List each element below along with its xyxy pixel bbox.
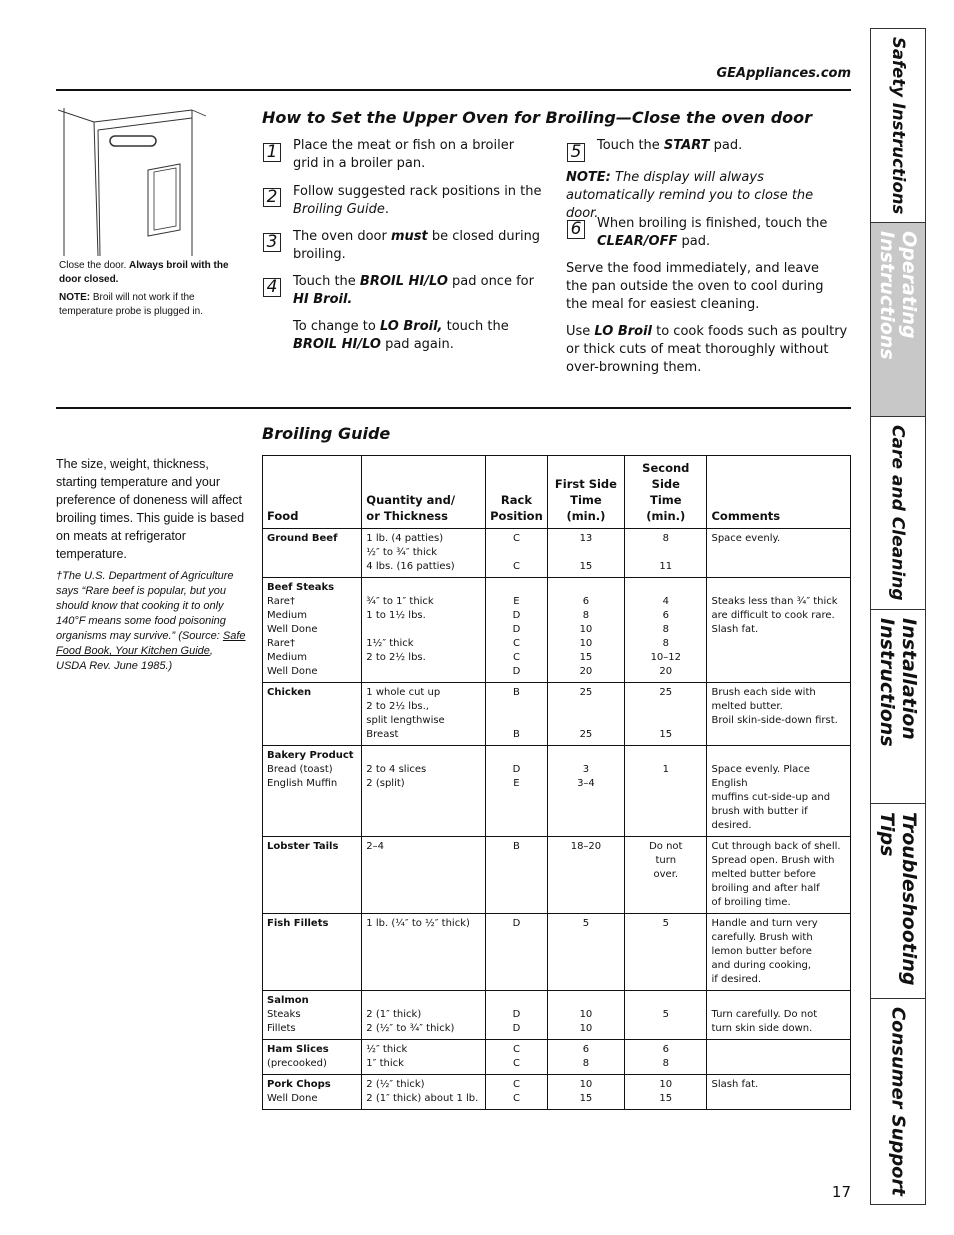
usda-text-a: †The U.S. Department of Agriculture says “Rare beef is popular, but you should know that cooking it to only 140°F means some food poisoning organisms may survive.” (Source: <box>56 570 234 642</box>
cell-second-side: 1 <box>625 746 707 837</box>
page-number: 17 <box>831 1183 851 1201</box>
step-2-text <box>293 183 543 219</box>
tab-safety-instructions[interactable] <box>871 29 925 223</box>
table-row <box>263 837 851 914</box>
cell-quantity: 2–4 <box>362 837 486 914</box>
header-rack: Rack Position <box>486 456 548 529</box>
cell-first-side: 5 <box>547 914 624 991</box>
step-4-em2: HI Broil. <box>293 292 353 307</box>
cell-rack: C C <box>486 529 548 578</box>
cell-second-side: 4 6 8 8 10–12 20 <box>625 578 707 683</box>
display-note-label: NOTE: <box>566 170 611 185</box>
cell-rack: D E <box>486 746 548 837</box>
step-6-text <box>597 215 847 251</box>
step-2-a: Follow suggested rack positions in the <box>293 184 542 199</box>
cell-second-side: 10 15 <box>625 1075 707 1110</box>
lo-broil-em: LO Broil, <box>379 319 443 334</box>
cell-comments: Slash fat. <box>707 1075 851 1110</box>
tab-label: Operating Instructions <box>876 231 920 360</box>
cell-food <box>263 837 362 914</box>
step-number-4: 4 <box>263 278 281 297</box>
cell-rack: E D D C C D <box>486 578 548 683</box>
cell-quantity: 2 (1″ thick) 2 (½″ to ¾″ thick) <box>362 991 486 1040</box>
step-2-b: . <box>384 202 389 217</box>
step-6-b: pad. <box>677 234 711 249</box>
section-title-broiling: How to Set the Upper Oven for Broiling—Close the oven door <box>262 108 813 127</box>
cell-quantity: 1 lb. (4 patties) ½″ to ¾″ thick 4 lbs. (16 patties) <box>362 529 486 578</box>
cell-rack: C C <box>486 1040 548 1075</box>
cell-rack: B B <box>486 683 548 746</box>
cell-food <box>263 914 362 991</box>
cell-food <box>263 991 362 1040</box>
step-3-text <box>293 228 543 264</box>
cell-first-side: 3 3–4 <box>547 746 624 837</box>
cell-comments: Space evenly. Place English muffins cut-side-up and brush with butter if desired. <box>707 746 851 837</box>
food-subtypes: Steaks Fillets <box>267 1009 301 1034</box>
food-heading: Ham Slices <box>267 1044 329 1055</box>
cell-food <box>263 1040 362 1075</box>
usda-text-b: , USDA Rev. June 1985.) <box>56 645 213 672</box>
tab-care-and-cleaning[interactable] <box>871 417 925 610</box>
step-5-a: Touch the <box>597 138 664 153</box>
food-heading: Chicken <box>267 687 312 698</box>
caption-intro: Close the door. <box>59 260 127 271</box>
caption-bold: Always broil with the door closed. <box>59 260 229 285</box>
header-food: Food <box>263 456 362 529</box>
food-subtypes: Well Done <box>267 1093 318 1104</box>
cell-quantity: 1 whole cut up 2 to 2½ lbs., split lengthwise Breast <box>362 683 486 746</box>
cell-food <box>263 529 362 578</box>
cell-first-side: 13 15 <box>547 529 624 578</box>
cell-first-side: 6 8 10 10 15 20 <box>547 578 624 683</box>
cell-comments <box>707 1040 851 1075</box>
step-5-b: pad. <box>709 138 743 153</box>
use-lo-a: Use <box>566 324 595 339</box>
step-3-b: be closed during broiling. <box>293 229 541 262</box>
cell-comments: Cut through back of shell. Spread open. Brush with melted butter before broiling and after half of broiling time. <box>707 837 851 914</box>
caption-note-label: NOTE: <box>59 292 91 303</box>
cell-comments: Turn carefully. Do not turn skin side down. <box>707 991 851 1040</box>
step-number-6: 6 <box>567 220 585 239</box>
table-row <box>263 991 851 1040</box>
lo-broil-c: pad again. <box>380 337 454 352</box>
table-row <box>263 914 851 991</box>
cell-food <box>263 746 362 837</box>
header-first-side: First Side Time (min.) <box>547 456 624 529</box>
step-5-text <box>597 137 847 155</box>
table-row <box>263 683 851 746</box>
cell-first-side: 6 8 <box>547 1040 624 1075</box>
step-number-5: 5 <box>567 143 585 162</box>
cell-food <box>263 578 362 683</box>
step-number-3: 3 <box>263 233 281 252</box>
tab-label: Care and Cleaning <box>888 425 908 601</box>
step-4-a: Touch the <box>293 274 360 289</box>
step-3-a: The oven door <box>293 229 391 244</box>
food-heading: Salmon <box>267 995 309 1006</box>
food-heading: Fish Fillets <box>267 918 329 929</box>
food-heading: Bakery Product <box>267 750 354 761</box>
tab-label: Consumer Support <box>887 1007 909 1196</box>
cell-first-side: 10 10 <box>547 991 624 1040</box>
step-3-em: must <box>390 229 428 244</box>
table-row <box>263 578 851 683</box>
header-second-side: Second Side Time (min.) <box>625 456 707 529</box>
header-quantity: Quantity and/ or Thickness <box>362 456 486 529</box>
table-row <box>263 529 851 578</box>
broiling-guide-table <box>262 455 851 1110</box>
food-heading: Lobster Tails <box>267 841 339 852</box>
use-lo-em: LO Broil <box>594 324 652 339</box>
table-header-row <box>263 456 851 529</box>
step-6-em: CLEAR/OFF <box>597 234 678 249</box>
table-row <box>263 746 851 837</box>
step-4-em: BROIL HI/LO <box>359 274 448 289</box>
site-url: GEAppliances.com <box>716 66 851 81</box>
cell-rack: D D <box>486 991 548 1040</box>
tab-label: Safety Instructions <box>888 37 908 215</box>
cell-quantity: ¾″ to 1″ thick 1 to 1½ lbs. 1½″ thick 2 to 2½ lbs. <box>362 578 486 683</box>
food-heading: Pork Chops <box>267 1079 331 1090</box>
cell-comments: Handle and turn very carefully. Brush with lemon butter before and during cooking, if desired. <box>707 914 851 991</box>
tab-label: Installation Instructions <box>876 618 920 747</box>
cell-first-side: 18–20 <box>547 837 624 914</box>
use-lo-b: to cook foods such as poultry or thick cuts of meat thoroughly without over-browning them. <box>566 324 848 375</box>
cell-comments: Steaks less than ¾″ thick are difficult to cook rare. Slash fat. <box>707 578 851 683</box>
tab-label: Troubleshooting Tips <box>876 812 920 986</box>
cell-quantity: ½″ thick 1″ thick <box>362 1040 486 1075</box>
lo-broil-a: To change to <box>293 319 380 334</box>
cell-second-side: Do not turn over. <box>625 837 707 914</box>
cell-second-side: 5 <box>625 991 707 1040</box>
table-row <box>263 1040 851 1075</box>
illustration-caption <box>59 259 239 319</box>
step-5-em: START <box>663 138 710 153</box>
oven-door-illustration <box>58 108 208 258</box>
tab-operating-instructions[interactable] <box>871 223 925 417</box>
cell-comments: Space evenly. <box>707 529 851 578</box>
step-4-text <box>293 273 543 309</box>
step-number-1: 1 <box>263 143 281 162</box>
usda-source-title: Safe Food Book, Your Kitchen Guide <box>56 630 246 657</box>
cell-food <box>263 1075 362 1110</box>
food-heading: Beef Steaks <box>267 582 335 593</box>
step-6-a: When broiling is finished, touch the <box>597 216 828 231</box>
food-subtypes: Bread (toast) English Muffin <box>267 764 338 789</box>
cell-second-side: 8 11 <box>625 529 707 578</box>
cell-rack: C C <box>486 1075 548 1110</box>
display-note-text: The display will always automatically remind you to close the door. <box>566 170 814 221</box>
lo-broil-em2: BROIL HI/LO <box>293 337 381 352</box>
cell-rack: D <box>486 914 548 991</box>
tab-installation-instructions[interactable] <box>871 610 925 804</box>
top-rule <box>56 89 851 91</box>
food-subtypes: (precooked) <box>267 1058 327 1069</box>
step-number-2: 2 <box>263 188 281 207</box>
cell-food <box>263 683 362 746</box>
section-tabs <box>870 28 926 1205</box>
cell-quantity: 2 (½″ thick) 2 (1″ thick) about 1 lb. <box>362 1075 486 1110</box>
guide-intro: The size, weight, thickness, starting temperature and your preference of doneness will affect broiling times. This guide is based on meats at refrigerator temperature. <box>56 457 245 561</box>
lo-broil-text <box>293 318 543 354</box>
step-4-b: pad once for <box>447 274 534 289</box>
cell-second-side: 25 15 <box>625 683 707 746</box>
lo-broil-b: touch the <box>442 319 509 334</box>
cell-quantity: 2 to 4 slices 2 (split) <box>362 746 486 837</box>
middle-rule <box>56 407 851 409</box>
section-title-guide: Broiling Guide <box>262 424 391 443</box>
header-comments: Comments <box>707 456 851 529</box>
tab-troubleshooting-tips[interactable] <box>871 804 925 999</box>
step-2-guide-ref: Broiling Guide <box>293 202 385 217</box>
use-lo-broil-text <box>566 323 848 377</box>
cell-first-side: 25 25 <box>547 683 624 746</box>
cell-second-side: 5 <box>625 914 707 991</box>
caption-note-text: Broil will not work if the temperature probe is plugged in. <box>59 292 203 317</box>
step-1-text: Place the meat or fish on a broiler grid in a broiler pan. <box>293 138 515 171</box>
food-heading: Ground Beef <box>267 533 338 544</box>
cell-quantity: 1 lb. (¼″ to ½″ thick) <box>362 914 486 991</box>
cell-first-side: 10 15 <box>547 1075 624 1110</box>
usda-footnote <box>56 569 246 674</box>
table-row <box>263 1075 851 1110</box>
cell-comments: Brush each side with melted butter. Broil skin-side-down first. <box>707 683 851 746</box>
cell-rack: B <box>486 837 548 914</box>
tab-consumer-support[interactable] <box>871 999 925 1204</box>
food-subtypes: Rare† Medium Well Done Rare† Medium Well Done <box>267 596 318 677</box>
cell-second-side: 6 8 <box>625 1040 707 1075</box>
serve-text: Serve the food immediately, and leave the pan outside the oven to cool during the meal for easiest cleaning. <box>566 261 824 312</box>
